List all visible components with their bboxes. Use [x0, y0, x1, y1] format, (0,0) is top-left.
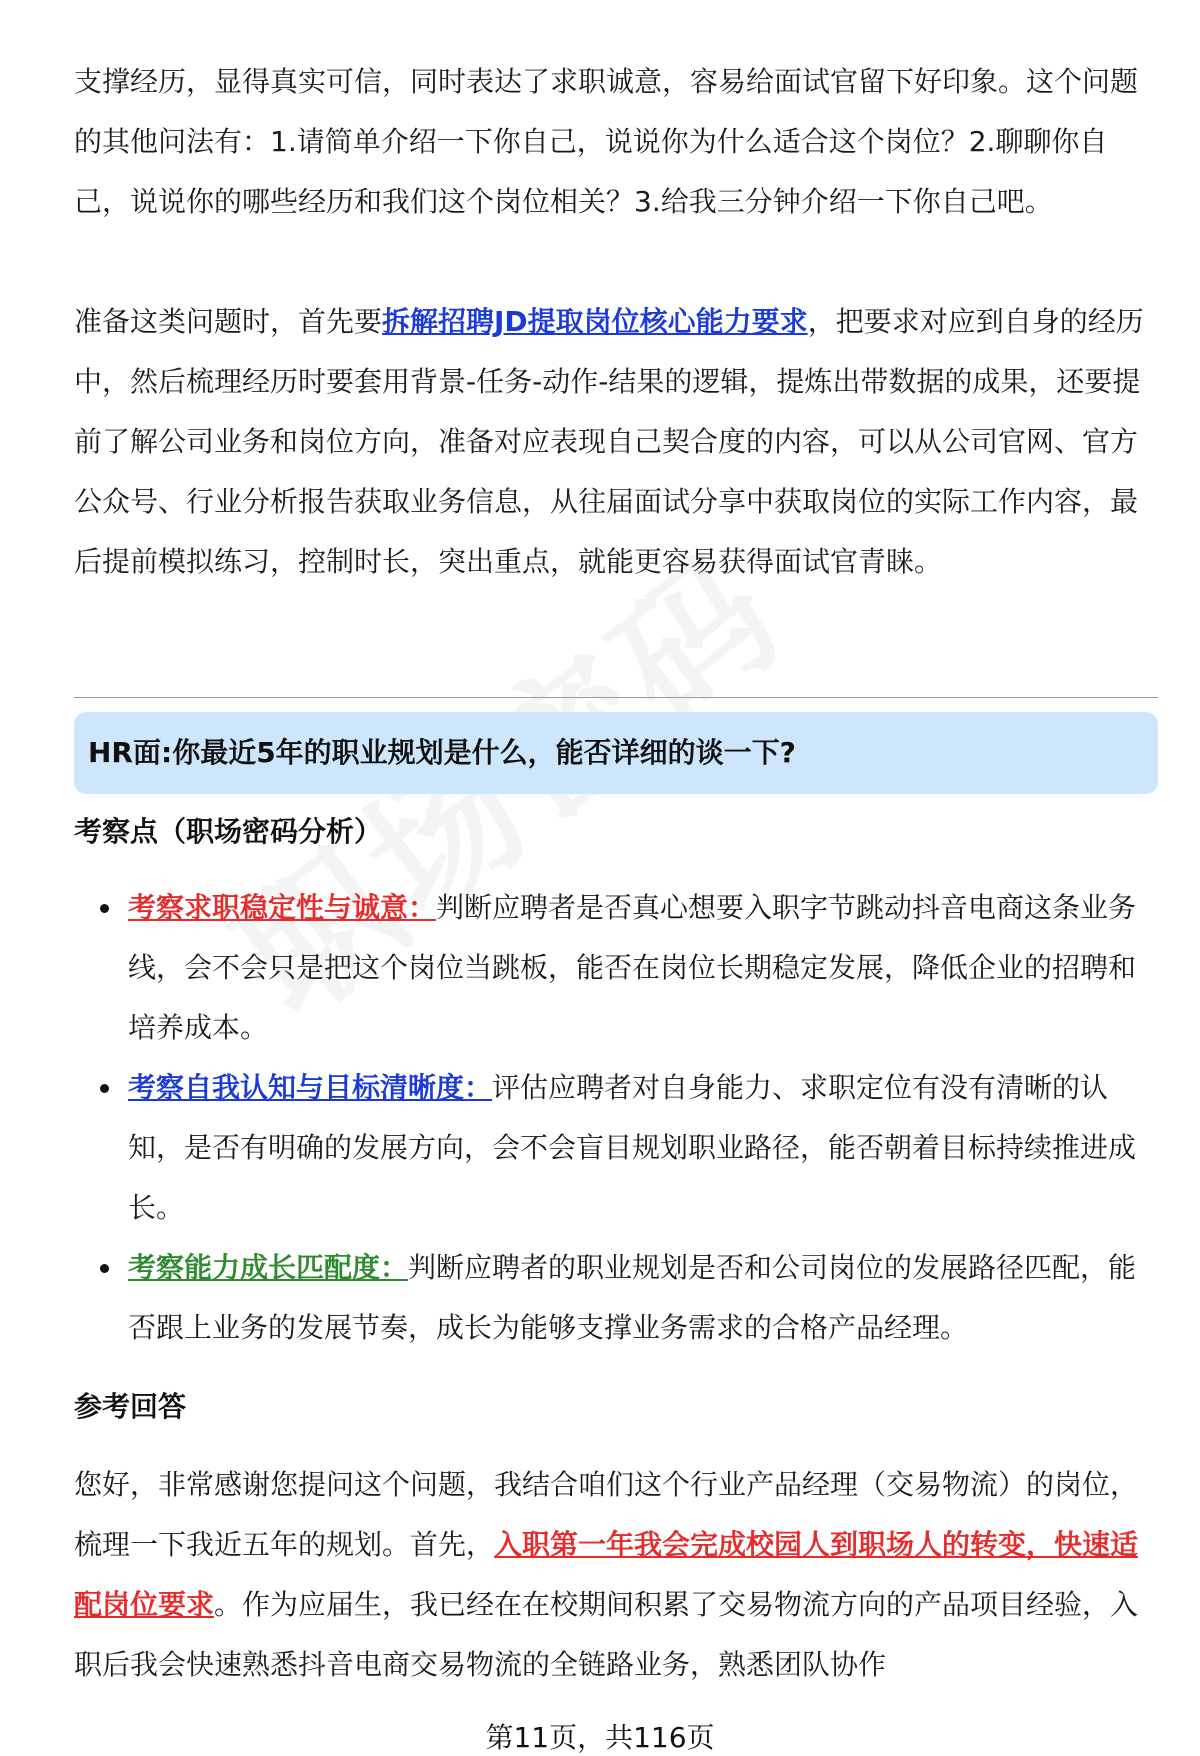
list-item: [128, 1238, 1158, 1358]
intro-p2-before: 准备这类问题时，首先要: [74, 305, 383, 338]
item-text: 评估应聘者对自身能力、求职定位有没有清晰的认知，是否有明确的发展方向，会不会盲目规划职业路径，能否朝着目标持续推进成长。: [128, 1071, 1137, 1224]
list-item: [128, 878, 1158, 1058]
item-label-stability[interactable]: 考察求职稳定性与诚意：: [128, 891, 437, 924]
item-label-growth-match[interactable]: 考察能力成长匹配度：: [128, 1251, 409, 1284]
answer-after: 。作为应届生，我已经在在校期间积累了交易物流方向的产品项目经验，入职后我会快速熟悉抖音电商交易物流的全链路业务，熟悉团队协作: [74, 1588, 1139, 1681]
answer-before: 您好，非常感谢您提问这个问题，我结合咱们这个行业产品经理（交易物流）的岗位，梳理一下我近五年的规划。首先，: [74, 1468, 1139, 1561]
bullet-icon: [100, 1084, 109, 1093]
section-divider: [74, 697, 1158, 698]
intro-paragraph-1: 支撑经历，显得真实可信，同时表达了求职诚意，容易给面试官留下好印象。这个问题的其他问法有：1.请简单介绍一下你自己，说说你为什么适合这个岗位？2.聊聊你自己，说说你的哪些经历和我们这个岗位相关？3.给我三分钟介绍一下你自己吧。: [74, 65, 1139, 218]
analysis-list: [128, 878, 1158, 1358]
answer-highlight: 入职第一年我会完成校园人到职场人的转变，快速适配岗位要求: [74, 1528, 1139, 1621]
answer-heading: 参考回答: [74, 1390, 187, 1423]
item-label-self-awareness[interactable]: 考察自我认知与目标清晰度：: [128, 1071, 493, 1104]
intro-p2-after: ，把要求对应到自身的经历中，然后梳理经历时要套用背景-任务-动作-结果的逻辑，提炼出带数据的成果，还要提前了解公司业务和岗位方向，准备对应表现自己契合度的内容，可以从公司官网、官方公众号、行业分析报告获取业务信息，从往届面试分享中获取岗位的实际工作内容，最后提前模拟练习，控制时长，突出重点，就能更容易获得面试官青睐。: [74, 305, 1144, 578]
analysis-heading: 考察点（职场密码分析）: [74, 815, 383, 848]
question-box: [74, 712, 1158, 794]
list-item: [128, 1058, 1158, 1238]
intro-paragraph-2: [74, 292, 1154, 592]
item-text: 判断应聘者的职业规划是否和公司岗位的发展路径匹配，能否跟上业务的发展节奏，成长为能够支撑业务需求的合格产品经理。: [128, 1251, 1137, 1344]
jd-link[interactable]: 拆解招聘JD提取岗位核心能力要求: [382, 305, 808, 338]
question-title: HR面:你最近5年的职业规划是什么，能否详细的谈一下?: [88, 736, 796, 769]
item-text: 判断应聘者是否真心想要入职字节跳动抖音电商这条业务线，会不会只是把这个岗位当跳板，能否在岗位长期稳定发展，降低企业的招聘和培养成本。: [128, 891, 1137, 1044]
bullet-icon: [100, 1264, 109, 1273]
page-number: 第11页，共116页: [485, 1721, 715, 1754]
answer-paragraph: [74, 1455, 1158, 1695]
bullet-icon: [100, 904, 109, 913]
